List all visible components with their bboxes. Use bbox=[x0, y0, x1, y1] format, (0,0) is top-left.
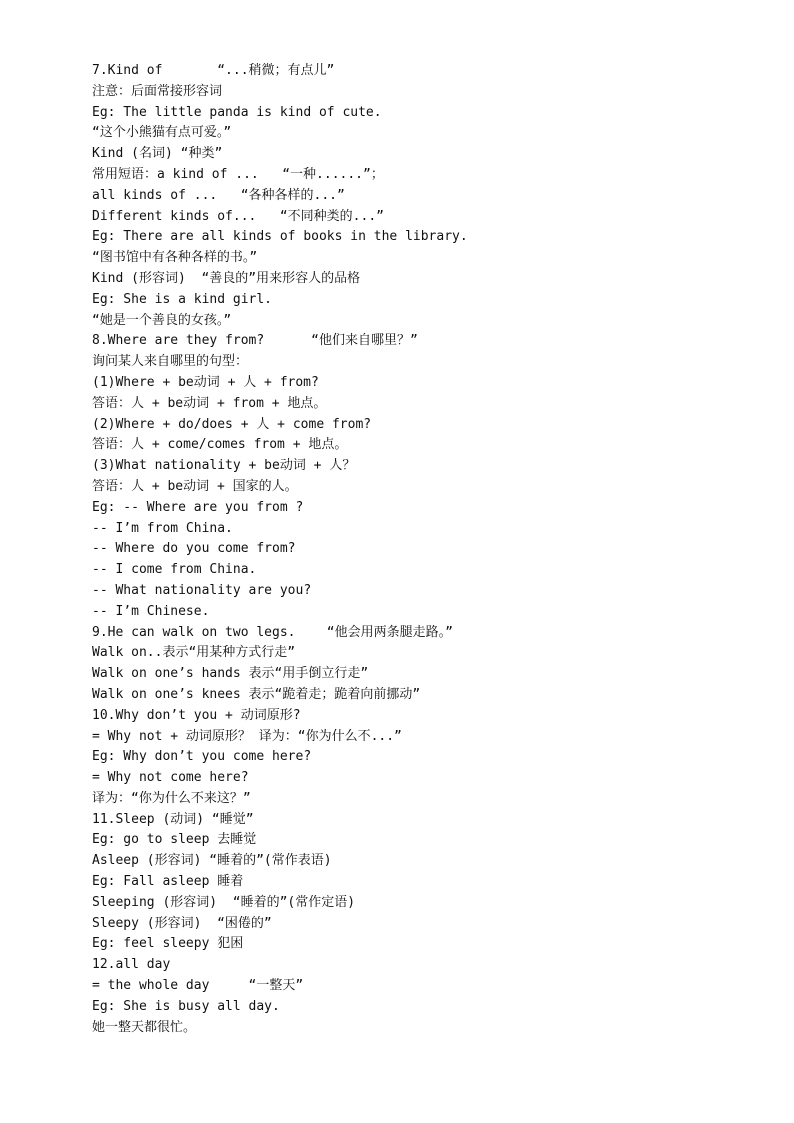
text-line: 常用短语：a kind of ... “一种......”； bbox=[92, 166, 384, 182]
text-line: 答语：人 + come/comes from + 地点。 bbox=[92, 437, 348, 453]
text-line: Eg: She is busy all day. bbox=[92, 998, 280, 1014]
text-line: Eg: She is a kind girl. bbox=[92, 291, 273, 307]
text-line: Kind (形容词) “善良的”用来形容人的品格 bbox=[92, 270, 361, 286]
text-line: Eg: The little panda is kind of cute. bbox=[92, 104, 382, 120]
text-line: Eg: Fall asleep 睡着 bbox=[92, 874, 244, 890]
text-line: 12.all day bbox=[92, 957, 171, 973]
text-line: 询问某人来自哪里的句型： bbox=[92, 354, 249, 370]
text-line: -- I come from China. bbox=[92, 562, 257, 578]
text-line: Kind (名词) “种类” bbox=[92, 146, 223, 162]
text-line: Eg: -- Where are you from ? bbox=[92, 499, 304, 515]
text-line: 8.Where are they from? “他们来自哪里？” bbox=[92, 333, 418, 349]
text-line: (2)Where + do/does + 人 + come from? bbox=[92, 416, 372, 432]
text-line: Eg: There are all kinds of books in the library. bbox=[92, 229, 468, 245]
text-line: Walk on one’s hands 表示“用手倒立行走” bbox=[92, 666, 369, 682]
text-line: Walk on one’s knees 表示“跪着走；跪着向前挪动” bbox=[92, 686, 421, 702]
text-line: -- I’m Chinese. bbox=[92, 603, 210, 619]
text-line: Asleep (形容词) “睡着的”(常作表语) bbox=[92, 853, 332, 869]
text-line: 10.Why don’t you + 动词原形? bbox=[92, 707, 301, 723]
text-line: “她是一个善良的女孩。” bbox=[92, 312, 232, 328]
text-line: = the whole day “一整天” bbox=[92, 978, 304, 994]
text-line: -- Where do you come from? bbox=[92, 541, 296, 557]
text-line: (1)Where + be动词 + 人 + from? bbox=[92, 374, 319, 390]
text-line: -- What nationality are you? bbox=[92, 582, 312, 598]
text-line: -- I’m from China. bbox=[92, 520, 233, 536]
text-line: 答语：人 + be动词 + from + 地点。 bbox=[92, 395, 327, 411]
text-line: 注意：后面常接形容词 bbox=[92, 83, 223, 99]
text-line: all kinds of ... “各种各样的...” bbox=[92, 187, 345, 203]
text-line: 她一整天都很忙。 bbox=[92, 1019, 197, 1035]
text-line: Eg: Why don’t you come here? bbox=[92, 749, 312, 765]
text-line: Sleepy (形容词) “困倦的” bbox=[92, 915, 272, 931]
text-line: 译为：“你为什么不来这？” bbox=[92, 790, 251, 806]
text-line: 11.Sleep (动词) “睡觉” bbox=[92, 811, 254, 827]
text-line: Different kinds of... “不同种类的...” bbox=[92, 208, 384, 224]
text-line: 答语：人 + be动词 + 国家的人。 bbox=[92, 478, 298, 494]
text-line: 9.He can walk on two legs. “他会用两条腿走路。” bbox=[92, 624, 453, 640]
text-line: “图书馆中有各种各样的书。” bbox=[92, 250, 258, 266]
text-line: Walk on..表示“用某种方式行走” bbox=[92, 645, 296, 661]
text-line: (3)What nationality + be动词 + 人？ bbox=[92, 458, 356, 474]
document-body bbox=[92, 61, 782, 1038]
text-line: Eg: feel sleepy 犯困 bbox=[92, 936, 244, 952]
text-line: Eg: go to sleep 去睡觉 bbox=[92, 832, 257, 848]
text-line: “这个小熊猫有点可爱。” bbox=[92, 125, 232, 141]
text-line: = Why not + 动词原形？ 译为：“你为什么不...” bbox=[92, 728, 402, 744]
text-line: Sleeping (形容词) “睡着的”(常作定语) bbox=[92, 894, 356, 910]
text-line: 7.Kind of “...稍微；有点儿” bbox=[92, 63, 335, 78]
text-line: = Why not come here? bbox=[92, 770, 249, 786]
